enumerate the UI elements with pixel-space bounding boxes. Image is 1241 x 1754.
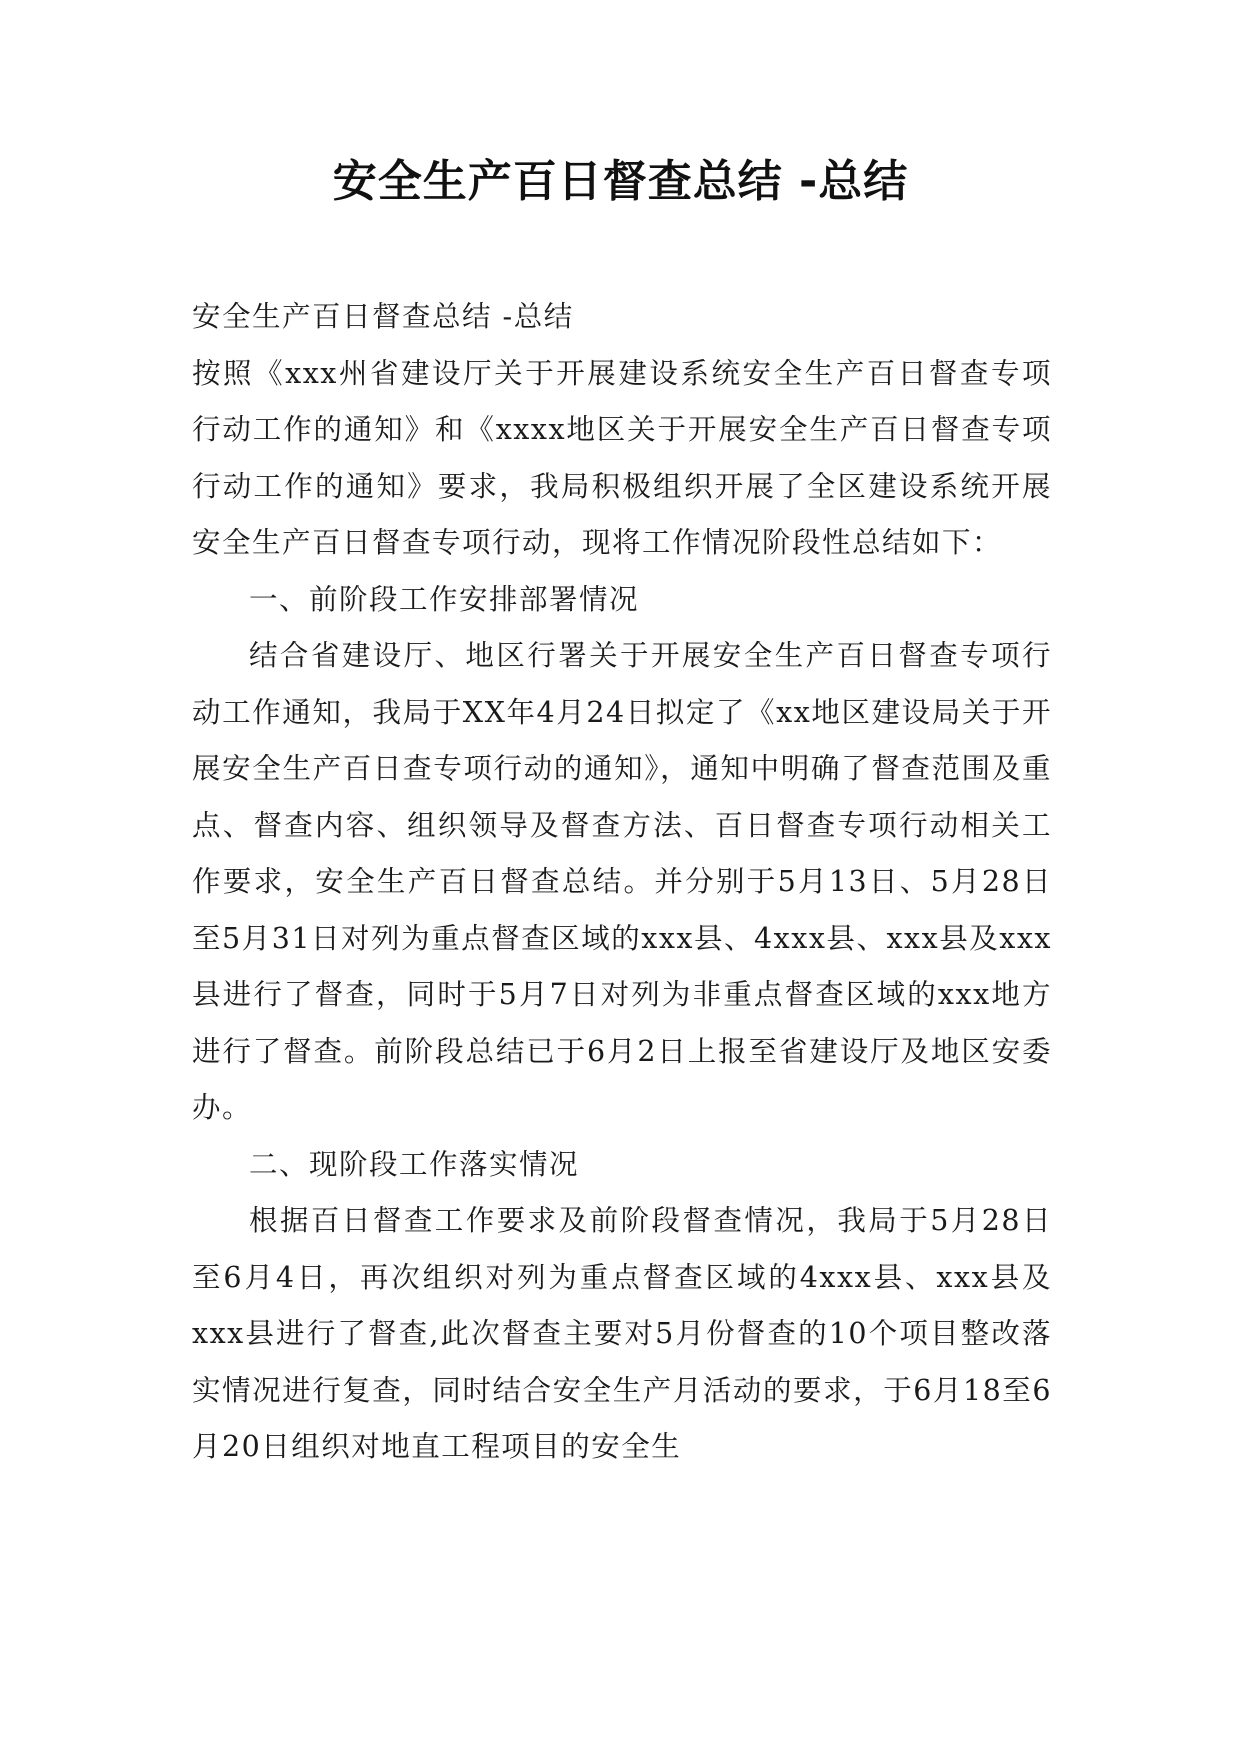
- intro-paragraph: 按照《xxx州省建设厅关于开展建设系统安全生产百日督查专项行动工作的通知》和《xxxx地区关于开展安全生产百日督查专项行动工作的通知》要求，我局积极组织开展了全区建设系统开展安全生产百日督查专项行动，现将工作情况阶段性总结如下：: [192, 356, 1052, 559]
- subtitle-paragraph: 安全生产百日督查总结 -总结: [192, 300, 574, 333]
- document-body: [192, 289, 1052, 1476]
- document-title: 安全生产百日督查总结 -总结: [332, 156, 909, 207]
- section-2-paragraph: 根据百日督查工作要求及前阶段督查情况，我局于5月28日至6月4日，再次组织对列为重点督查区域的4xxx县、xxx县及xxx县进行了督查,此次督查主要对5月份督查的10个项目整改落实情况进行复查，同时结合安全生产月活动的要求，于6月18至6月20日组织对地直工程项目的安全生: [192, 1204, 1052, 1463]
- section-heading-2: 二、现阶段工作落实情况: [249, 1147, 580, 1181]
- section-heading-1: 一、前阶段工作安排部署情况: [249, 582, 640, 616]
- section-1-paragraph: 结合省建设厅、地区行署关于开展安全生产百日督查专项行动工作通知，我局于XX年4月24日拟定了《xx地区建设局关于开展安全生产百日查专项行动的通知》，通知中明确了督查范围及重点、督查内容、组织领导及督查方法、百日督查专项行动相关工作要求，安全生产百日督查总结。并分别于5月13日、5月28日至5月31日对列为重点督查区域的xxx县、4xxx县、xxx县及xxx县进行了督查，同时于5月7日对列为非重点督查区域的xxx地方进行了督查。前阶段总结已于6月2日上报至省建设厅及地区安委办。: [192, 639, 1052, 1124]
